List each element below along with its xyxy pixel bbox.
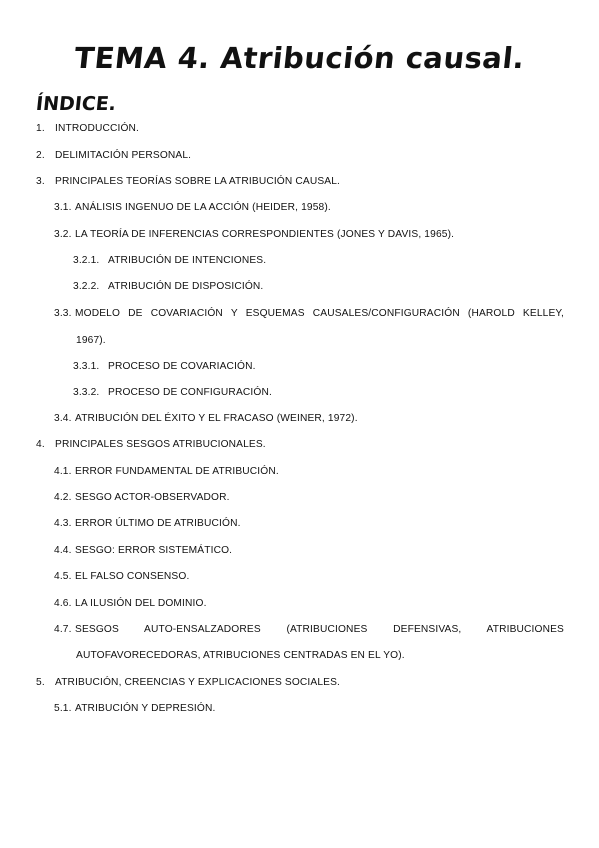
toc-number: 3.4. — [54, 413, 72, 424]
toc-number: 4.5. — [54, 571, 72, 582]
toc-text: SESGOS AUTO-ENSALZADORES (ATRIBUCIONES DEFENSIVAS, ATRIBUCIONES — [75, 624, 564, 635]
toc-text: ERROR FUNDAMENTAL DE ATRIBUCIÓN. — [75, 466, 279, 477]
toc-number: 3.3.1. — [73, 361, 100, 372]
toc-text: ANÁLISIS INGENUO DE LA ACCIÓN (HEIDER, 1958). — [75, 202, 331, 213]
toc-number: 3.2.2. — [73, 281, 100, 292]
toc-number: 2. — [36, 150, 45, 161]
toc-text: ATRIBUCIÓN DE DISPOSICIÓN. — [108, 281, 264, 292]
toc-text: PROCESO DE COVARIACIÓN. — [108, 361, 256, 372]
toc-number: 4.3. — [54, 518, 72, 529]
toc-text: LA ILUSIÓN DEL DOMINIO. — [75, 598, 207, 609]
toc-text: ATRIBUCIÓN DE INTENCIONES. — [108, 255, 267, 266]
toc-number: 4.4. — [54, 545, 72, 556]
toc-text: MODELO DE COVARIACIÓN Y ESQUEMAS CAUSALES/CONFIGURACIÓN (HAROLD KELLEY, — [75, 308, 564, 319]
toc-text: DELIMITACIÓN PERSONAL. — [55, 150, 192, 161]
toc-text: SESGO ACTOR-OBSERVADOR. — [75, 492, 230, 503]
toc-text: ATRIBUCIÓN Y DEPRESIÓN. — [75, 703, 216, 714]
toc-text-continuation: AUTOFAVORECEDORAS, ATRIBUCIONES CENTRADAS EN EL YO). — [76, 650, 405, 661]
toc-number: 3.3. — [54, 308, 72, 319]
toc-text: ATRIBUCIÓN DEL ÉXITO Y EL FRACASO (WEINER, 1972). — [75, 413, 358, 424]
toc-text: PRINCIPALES SESGOS ATRIBUCIONALES. — [55, 439, 266, 450]
toc-text: PROCESO DE CONFIGURACIÓN. — [108, 387, 272, 398]
toc-number: 5. — [36, 677, 45, 688]
toc-number: 5.1. — [54, 703, 72, 714]
toc-number: 4.2. — [54, 492, 72, 503]
index-heading: ÍNDICE. — [34, 93, 118, 115]
toc-number: 3.2. — [54, 229, 72, 240]
toc-text: LA TEORÍA DE INFERENCIAS CORRESPONDIENTES (JONES Y DAVIS, 1965). — [75, 229, 455, 240]
toc-number: 3. — [36, 176, 45, 187]
toc-number: 4.6. — [54, 598, 72, 609]
toc-number: 4.7. — [54, 624, 72, 635]
toc-text: EL FALSO CONSENSO. — [75, 571, 190, 582]
page-title: TEMA 4. Atribución causal. — [72, 41, 527, 75]
toc-entry-3-3 — [54, 307, 564, 351]
toc-number: 3.3.2. — [73, 387, 100, 398]
toc-text-continuation: 1967). — [76, 335, 106, 346]
toc-text: ATRIBUCIÓN, CREENCIAS Y EXPLICACIONES SOCIALES. — [55, 677, 341, 688]
toc-entry-4-7 — [54, 623, 564, 667]
toc-text: INTRODUCCIÓN. — [55, 123, 140, 134]
toc-text: ERROR ÚLTIMO DE ATRIBUCIÓN. — [75, 518, 241, 529]
toc-number: 4.1. — [54, 466, 72, 477]
toc-number: 3.1. — [54, 202, 72, 213]
toc-text: PRINCIPALES TEORÍAS SOBRE LA ATRIBUCIÓN CAUSAL. — [55, 176, 341, 187]
toc-number: 3.2.1. — [73, 255, 100, 266]
toc-text: SESGO: ERROR SISTEMÁTICO. — [75, 545, 233, 556]
toc-number: 4. — [36, 439, 45, 450]
toc-number: 1. — [36, 123, 45, 134]
